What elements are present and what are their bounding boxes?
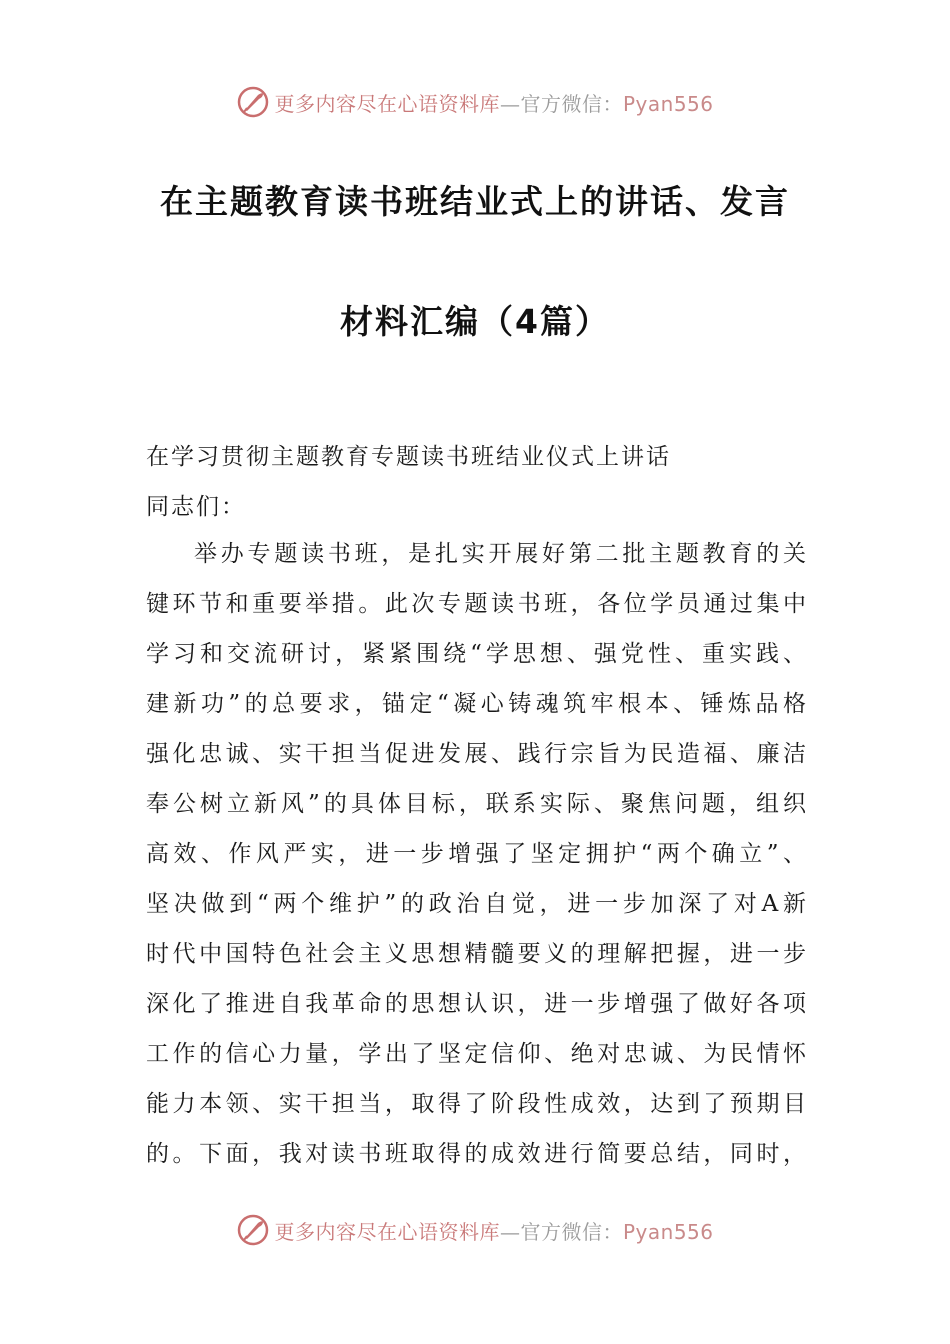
speech-subtitle: 在学习贯彻主题教育专题读书班结业仪式上讲话: [146, 444, 671, 470]
watermark-text: [274, 88, 713, 117]
watermark-wechat-label: 官方微信：: [520, 1219, 623, 1244]
quill-pen-logo-icon: [236, 85, 270, 119]
paragraph-line: 强化忠诚、实干担当促进发展、践行宗旨为民造福、廉洁: [146, 741, 806, 767]
paragraph-line: 键环节和重要举措。此次专题读书班，各位学员通过集中: [146, 591, 806, 617]
header-watermark: [0, 82, 950, 122]
body-paragraph: [146, 535, 806, 1185]
salutation: 同志们：: [146, 494, 246, 520]
paragraph-line: 能力本领、实干担当，取得了阶段性成效，达到了预期目: [146, 1091, 806, 1117]
paragraph-line: 举办专题读书班，是扎实开展好第二批主题教育的关: [194, 541, 806, 567]
paragraph-line: 时代中国特色社会主义思想精髓要义的理解把握，进一步: [146, 941, 806, 967]
watermark-text: [274, 1216, 713, 1245]
quill-pen-logo-icon: [236, 1213, 270, 1247]
paragraph-line: 坚决做到“两个维护”的政治自觉，进一步加深了对A新: [146, 891, 806, 917]
watermark-brand: 更多内容尽在心语资料库: [274, 91, 500, 116]
watermark-dash: —: [499, 1219, 521, 1244]
watermark-wechat-id: Pyan556: [622, 91, 714, 116]
watermark-wechat-id: Pyan556: [622, 1219, 714, 1244]
paragraph-line: 奉公树立新风”的具体目标，联系实际、聚焦问题，组织: [146, 791, 806, 817]
paragraph-line: 深化了推进自我革命的思想认识，进一步增强了做好各项: [146, 991, 806, 1017]
paragraph-line: 学习和交流研讨，紧紧围绕“学思想、强党性、重实践、: [146, 641, 806, 667]
watermark-wechat-label: 官方微信：: [520, 91, 623, 116]
watermark-dash: —: [499, 91, 521, 116]
paragraph-line: 建新功”的总要求，锚定“凝心铸魂筑牢根本、锤炼品格: [146, 691, 806, 717]
watermark-brand: 更多内容尽在心语资料库: [274, 1219, 500, 1244]
paragraph-line: 的。下面，我对读书班取得的成效进行简要总结，同时，: [146, 1141, 806, 1167]
document-title-line-1: 在主题教育读书班结业式上的讲话、发言: [160, 182, 790, 221]
document-title-line-2: 材料汇编（4篇）: [340, 302, 610, 341]
footer-watermark: [0, 1210, 950, 1250]
paragraph-line: 高效、作风严实，进一步增强了坚定拥护“两个确立”、: [146, 841, 806, 867]
paragraph-line: 工作的信心力量，学出了坚定信仰、绝对忠诚、为民情怀: [146, 1041, 806, 1067]
